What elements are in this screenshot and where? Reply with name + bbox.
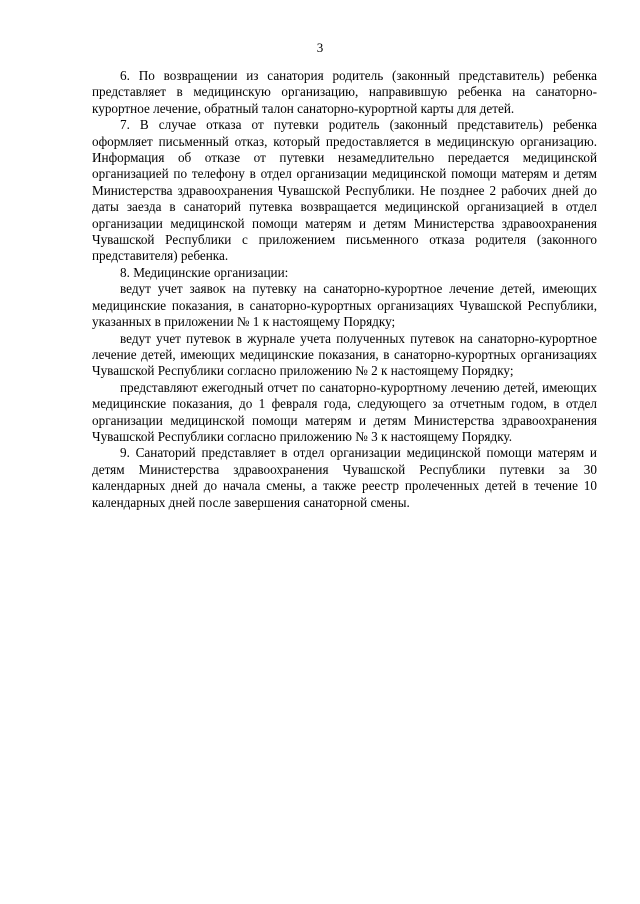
paragraph-8-medical-organizations: 8. Медицинские организации: (120, 264, 289, 280)
paragraph-6-return-coupon: 6. По возвращении из санатория родитель (законный представитель) ребенка представляет в медицинскую организацию, направившую ребенка на санаторно-курортное лечение, обратный талон санаторно-курортной карты для детей. (92, 68, 597, 116)
paragraph-9-sanatorium: 9. Санаторий представляет в отдел организации медицинской помощи матерям и детям Министерства здравоохранения Чувашской Республики путевки за 30 календарных дней до начала смены, а также реестр пролеченных детей в течение 10 календарных дней после завершения санаторной смены. (92, 445, 597, 510)
page-number: 3 (316, 40, 324, 55)
paragraph-8-item-applications: ведут учет заявок на путевку на санаторно-курортное лечение детей, имеющих медицинские показания, в санаторно-курортных организациях Чувашской Республики, указанных в приложении № 1 к настоящему Порядку; (92, 281, 597, 330)
paragraph-7-voucher-refusal: 7. В случае отказа от путевки родитель (законный представитель) ребенка оформляет письменный отказ, который предоставляется в медицинскую организацию. Информация об отказе от путевки незамедлительно передается медицинской организацией по телефону в отдел организации медицинской помощи матерям и детям Министерства здравоохранения Чувашской Республики. Не позднее 2 рабочих дней до даты заезда в санаторий путевка возвращается медицинской организацией в отдел организации медицинской помощи матерям и детям Министерства здравоохранения Чувашской Республики с приложением письменного отказа родителя (законного представителя) ребенка. (92, 117, 597, 264)
paragraph-8-item-voucher-journal: ведут учет путевок в журнале учета полученных путевок на санаторно-курортное лечение детей, имеющих медицинские показания, в санаторно-курортных организациях Чувашской Республики согласно приложению № 2 к настоящему Порядку; (92, 330, 597, 379)
document-body (92, 68, 597, 511)
paragraph-8-item-annual-report: представляют ежегодный отчет по санаторно-курортному лечению детей, имеющих медицинские показания, до 1 февраля года, следующего за отчетным годом, в отдел организации медицинской помощи матерям и детям Министерства здравоохранения Чувашской Республики согласно приложению № 3 к настоящему Порядку. (92, 379, 597, 444)
